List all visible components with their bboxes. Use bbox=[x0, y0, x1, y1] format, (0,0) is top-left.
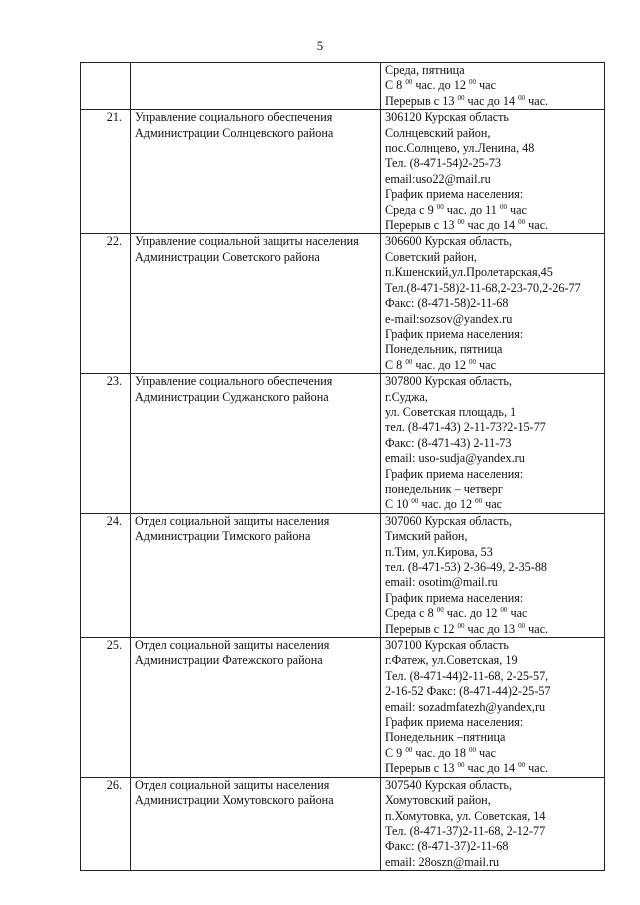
contact-line bbox=[385, 545, 601, 560]
contact-line bbox=[385, 514, 601, 529]
office-contact-info bbox=[381, 110, 605, 234]
superscript-minutes: 00 bbox=[457, 761, 465, 770]
contact-line bbox=[385, 839, 601, 854]
contact-text: Факс: (8-471-43) 2-11-73 bbox=[385, 435, 512, 450]
contact-text: Факс: (8-471-58)2-11-68 bbox=[385, 296, 509, 311]
contact-text: час bbox=[482, 497, 503, 512]
office-contact-info bbox=[381, 513, 605, 637]
contact-text: 307060 Курская область, bbox=[385, 513, 513, 528]
contact-text: График приема населения: bbox=[385, 715, 524, 730]
contact-line bbox=[385, 126, 601, 141]
table-row bbox=[81, 638, 605, 778]
superscript-minutes: 00 bbox=[469, 78, 476, 87]
contact-text: Понедельник –пятница bbox=[385, 730, 506, 745]
contact-text: 307540 Курская область, bbox=[385, 777, 513, 792]
contact-text: Хомутовский район, bbox=[385, 793, 491, 808]
contact-line bbox=[385, 374, 601, 389]
contact-text: час до 14 bbox=[464, 218, 519, 233]
contact-text: час до 13 bbox=[464, 621, 519, 636]
contact-text: час. до 12 bbox=[412, 357, 469, 372]
office-name: Управление социального обеспечения Администрации Солнцевского района bbox=[131, 110, 381, 234]
office-name: Управление социального обеспечения Администрации Суджанского района bbox=[131, 374, 381, 514]
superscript-minutes: 00 bbox=[475, 497, 483, 506]
superscript-minutes: 00 bbox=[518, 621, 526, 630]
office-name bbox=[131, 63, 381, 110]
contact-line bbox=[385, 700, 601, 715]
contact-text: 307100 Курская область bbox=[385, 638, 509, 653]
office-contact-info bbox=[381, 234, 605, 374]
superscript-minutes: 00 bbox=[469, 357, 476, 366]
contact-line bbox=[385, 172, 601, 187]
contact-line bbox=[385, 78, 601, 93]
contact-text: График приема населения: bbox=[385, 187, 524, 202]
table-row bbox=[81, 63, 605, 110]
contact-line bbox=[385, 529, 601, 544]
contact-text: Тимский район, bbox=[385, 529, 468, 544]
contact-text: Тел. (8-471-44)2-11-68, 2-25-57, bbox=[385, 668, 549, 683]
contact-line bbox=[385, 296, 601, 311]
contact-line bbox=[385, 669, 601, 684]
contact-line bbox=[385, 746, 601, 761]
contact-text: час bbox=[507, 606, 528, 621]
contact-text: Тел. (8-471-54)2-25-73 bbox=[385, 156, 501, 171]
office-name: Отдел социальной защиты населения Администрации Фатежского района bbox=[131, 638, 381, 778]
contact-line bbox=[385, 187, 601, 202]
office-contact-info bbox=[381, 63, 605, 110]
contact-line bbox=[385, 638, 601, 653]
contact-line bbox=[385, 342, 601, 357]
page-number: 5 bbox=[316, 38, 324, 53]
contact-text: email: uso-sudja@yandex.ru bbox=[385, 451, 525, 466]
contact-text: Перерыв с 12 bbox=[385, 621, 458, 636]
contact-text: пос.Солнцево, ул.Ленина, 48 bbox=[385, 141, 535, 156]
superscript-minutes: 00 bbox=[499, 202, 507, 211]
contact-text: час. bbox=[525, 621, 549, 636]
contact-text: г.Суджа, bbox=[385, 389, 428, 404]
superscript-minutes: 00 bbox=[405, 357, 413, 366]
contact-line bbox=[385, 312, 601, 327]
contact-text: час до 14 bbox=[464, 761, 519, 776]
row-number: 24. bbox=[81, 513, 131, 637]
superscript-minutes: 00 bbox=[405, 745, 413, 754]
superscript-minutes: 00 bbox=[436, 606, 444, 615]
contact-line bbox=[385, 234, 601, 249]
contact-line bbox=[385, 497, 601, 512]
contact-text: час. bbox=[525, 761, 549, 776]
contact-text: Тел.(8-471-58)2-11-68,2-23-70,2-26-77 bbox=[385, 280, 581, 295]
contact-text: График приема населения: bbox=[385, 326, 524, 341]
contact-text: час bbox=[476, 78, 496, 93]
contact-text: Среда, пятница bbox=[385, 63, 465, 77]
contact-text: час. bbox=[525, 93, 549, 108]
row-number: 25. bbox=[81, 638, 131, 778]
contact-text: час bbox=[506, 202, 527, 217]
contact-text: С 9 bbox=[385, 745, 406, 760]
contact-line bbox=[385, 390, 601, 405]
contact-line bbox=[385, 156, 601, 171]
contact-line bbox=[385, 684, 601, 699]
contact-text: email: 28oszn@mail.ru bbox=[385, 854, 500, 869]
contact-text: Среда с 9 bbox=[385, 202, 437, 217]
contact-line bbox=[385, 575, 601, 590]
contact-text: п.Хомутовка, ул. Советская, 14 bbox=[385, 808, 546, 823]
office-name: Отдел социальной защиты населения Администрации Хомутовского района bbox=[131, 777, 381, 870]
superscript-minutes: 00 bbox=[469, 745, 476, 754]
contact-line bbox=[385, 94, 601, 109]
contact-line bbox=[385, 436, 601, 451]
contact-line bbox=[385, 451, 601, 466]
contact-line bbox=[385, 327, 601, 342]
contact-line bbox=[385, 405, 601, 420]
contact-line bbox=[385, 606, 601, 621]
contact-text: тел. (8-471-43) 2-11-73?2-15-77 bbox=[385, 420, 546, 435]
superscript-minutes: 00 bbox=[411, 497, 419, 506]
contact-line bbox=[385, 653, 601, 668]
contact-line bbox=[385, 715, 601, 730]
contact-text: час bbox=[476, 745, 496, 760]
office-contact-info bbox=[381, 374, 605, 514]
contact-text: час bbox=[476, 357, 496, 372]
office-contact-info bbox=[381, 777, 605, 870]
table-row bbox=[81, 777, 605, 870]
row-number: 26. bbox=[81, 777, 131, 870]
contact-text: Солнцевский район, bbox=[385, 125, 491, 140]
contact-line bbox=[385, 218, 601, 233]
contact-text: 2-16-52 Факс: (8-471-44)2-25-57 bbox=[385, 684, 551, 699]
contact-text: Советский район, bbox=[385, 249, 477, 264]
contact-line bbox=[385, 63, 601, 78]
contact-text: 306600 Курская область, bbox=[385, 234, 513, 249]
contact-text: Перерыв с 13 bbox=[385, 93, 458, 108]
contact-text: Среда с 8 bbox=[385, 606, 437, 621]
contact-text: 306120 Курская область bbox=[385, 110, 509, 125]
superscript-minutes: 00 bbox=[518, 761, 526, 770]
contact-text: Факс: (8-471-37)2-11-68 bbox=[385, 839, 509, 854]
superscript-minutes: 00 bbox=[518, 93, 526, 102]
office-name: Отдел социальной защиты населения Администрации Тимского района bbox=[131, 513, 381, 637]
contact-text: Тел. (8-471-37)2-11-68, 2-12-77 bbox=[385, 823, 546, 838]
contact-text: час. до 12 bbox=[443, 606, 501, 621]
row-number: 22. bbox=[81, 234, 131, 374]
contact-text: Перерыв с 13 bbox=[385, 218, 458, 233]
contact-line bbox=[385, 591, 601, 606]
contact-line bbox=[385, 250, 601, 265]
contact-line bbox=[385, 778, 601, 793]
superscript-minutes: 00 bbox=[457, 93, 465, 102]
contact-line bbox=[385, 420, 601, 435]
contact-text: email: sozadmfatezh@yandex,ru bbox=[385, 699, 546, 714]
contact-text: п.Тим, ул.Кирова, 53 bbox=[385, 544, 493, 559]
contact-text: час. до 18 bbox=[412, 745, 469, 760]
contact-text: ул. Советская площадь, 1 bbox=[385, 404, 517, 419]
contact-line bbox=[385, 761, 601, 776]
contact-line bbox=[385, 855, 601, 870]
contact-text: Понедельник, пятница bbox=[385, 342, 503, 357]
superscript-minutes: 00 bbox=[518, 218, 526, 227]
contact-text: Перерыв с 13 bbox=[385, 761, 458, 776]
contact-text: понедельник – четверг bbox=[385, 481, 503, 496]
contact-line bbox=[385, 730, 601, 745]
contact-text: час. до 11 bbox=[443, 202, 500, 217]
contact-text: 307800 Курская область, bbox=[385, 374, 513, 389]
contact-line bbox=[385, 281, 601, 296]
contact-line bbox=[385, 203, 601, 218]
contact-line bbox=[385, 482, 601, 497]
contact-text: час. bbox=[525, 218, 549, 233]
contact-line bbox=[385, 467, 601, 482]
contact-text: п.Кшенский,ул.Пролетарская,45 bbox=[385, 265, 553, 280]
row-number: 23. bbox=[81, 374, 131, 514]
table-row bbox=[81, 374, 605, 514]
row-number bbox=[81, 63, 131, 110]
contact-line bbox=[385, 824, 601, 839]
contact-text: С 8 bbox=[385, 357, 406, 372]
contact-line bbox=[385, 358, 601, 373]
contact-line bbox=[385, 809, 601, 824]
contact-text: С 10 bbox=[385, 497, 412, 512]
contact-line bbox=[385, 560, 601, 575]
superscript-minutes: 00 bbox=[500, 606, 508, 615]
office-contact-info bbox=[381, 638, 605, 778]
superscript-minutes: 00 bbox=[405, 78, 413, 87]
contact-text: час до 14 bbox=[464, 93, 519, 108]
contact-text: час. до 12 bbox=[418, 497, 476, 512]
contact-text: час. до 12 bbox=[412, 78, 469, 93]
table-row bbox=[81, 513, 605, 637]
contact-text: С 8 bbox=[385, 78, 406, 93]
superscript-minutes: 00 bbox=[436, 202, 444, 211]
contact-text: г.Фатеж, ул.Советская, 19 bbox=[385, 653, 518, 668]
superscript-minutes: 00 bbox=[457, 218, 465, 227]
table-row bbox=[81, 110, 605, 234]
superscript-minutes: 00 bbox=[457, 621, 465, 630]
contact-text: График приема населения: bbox=[385, 466, 524, 481]
contact-line bbox=[385, 622, 601, 637]
contact-text: тел. (8-471-53) 2-36-49, 2-35-88 bbox=[385, 560, 548, 574]
contact-line bbox=[385, 793, 601, 808]
contact-text: email:uso22@mail.ru bbox=[385, 171, 491, 186]
contact-text: График приема населения: bbox=[385, 590, 524, 605]
row-number: 21. bbox=[81, 110, 131, 234]
contact-line bbox=[385, 265, 601, 280]
offices-table bbox=[80, 62, 605, 871]
table-row bbox=[81, 234, 605, 374]
contact-line bbox=[385, 141, 601, 156]
contact-text: e-mail:sozsov@yandex.ru bbox=[385, 311, 513, 326]
office-name: Управление социальной защиты населения Администрации Советского района bbox=[131, 234, 381, 374]
contact-line bbox=[385, 110, 601, 125]
contact-text: email: osotim@mail.ru bbox=[385, 575, 498, 590]
